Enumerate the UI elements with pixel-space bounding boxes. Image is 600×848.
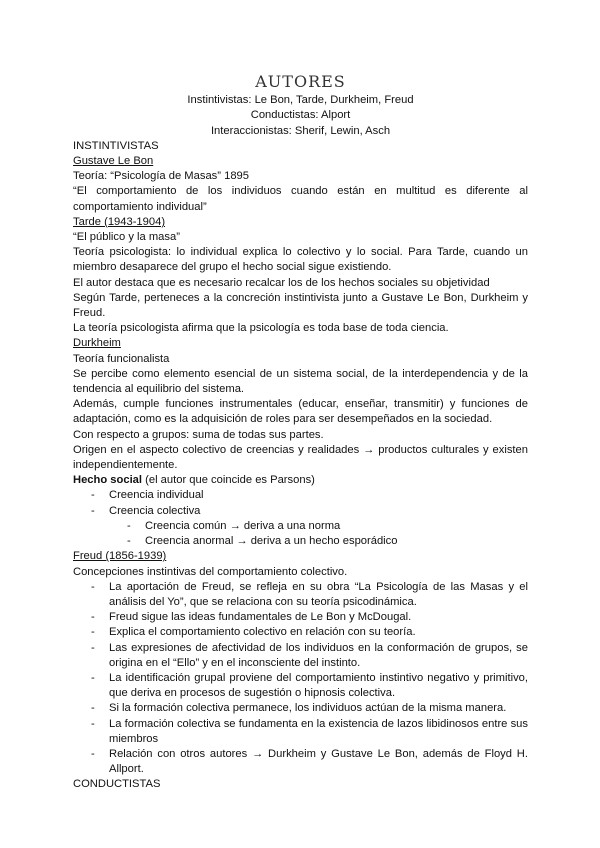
- le-bon-quote: “El comportamiento de los individuos cuando están en multitud es diferente al comportamiento individual”: [73, 185, 528, 213]
- list-item-text: Si la formación colectiva permanece, los individuos actúan de la misma manera.: [109, 702, 507, 715]
- list-item-text: La aportación de Freud, se refleja en su obra “La Psicología de las Masas y el análisis del Yo”, que se relaciona con su teoría psicodinámica.: [109, 580, 528, 608]
- tarde-book: “El público y la masa”: [73, 231, 180, 244]
- durkheim-paragraph-4: Origen en el aspecto colectivo de creencias y realidades → productos culturales y existen independientemente.: [73, 443, 528, 472]
- dash-bullet: -: [91, 641, 95, 654]
- hecho-social-bold: Hecho social: [73, 474, 143, 487]
- list-item: [73, 701, 528, 716]
- durkheim-paragraph-2: Además, cumple funciones instrumentales (educar, enseñar, transmitir) y funciones de adaptación, como es la adquisición de roles para ser desempeñados en la sociedad.: [73, 398, 528, 426]
- list-item-text: Creencia individual: [109, 489, 204, 502]
- list-item-text: Explica el comportamiento colectivo en relación con su teoría.: [109, 626, 416, 639]
- list-item: [73, 747, 528, 777]
- durkheim-teoria: Teoría funcionalista: [73, 352, 170, 365]
- list-item-text: Creencia anormal → deriva a un hecho esporádico: [145, 535, 398, 548]
- tarde-paragraph-3: Según Tarde, perteneces a la concreción instintivista junto a Gustave Le Bon, Durkheim y Freud.: [73, 291, 528, 320]
- durkheim-paragraph-1: Se percibe como elemento esencial de un sistema social, de la interdependencia y de la tendencia al equilibrio del sistema.: [73, 367, 528, 396]
- dash-bullet: -: [127, 519, 131, 532]
- heading-le-bon: Gustave Le Bon: [73, 155, 154, 168]
- list-item-text: Creencia colectiva: [109, 504, 201, 517]
- dash-bullet: -: [91, 626, 95, 639]
- sub-list-item: [73, 519, 528, 534]
- dash-bullet: -: [91, 611, 95, 624]
- durkheim-paragraph-3: Con respecto a grupos: suma de todas sus partes.: [73, 428, 324, 441]
- dash-bullet: -: [91, 747, 95, 760]
- list-item: [73, 488, 528, 503]
- tarde-paragraph-2: El autor destaca que es necesario recalcar los de los hechos sociales su objetividad: [73, 276, 490, 289]
- list-item-text: La identificación grupal proviene del comportamiento instintivo negativo y primitivo, que deriva en procesos de sugestión o hipnosis colectiva.: [109, 671, 528, 700]
- le-bon-teoria: Teoría: “Psicología de Masas” 1895: [73, 170, 249, 183]
- section-heading-instintivistas: INSTINTIVISTAS: [73, 139, 159, 152]
- freud-list: [73, 580, 528, 778]
- dash-bullet: -: [127, 535, 131, 548]
- dash-bullet: -: [91, 580, 95, 593]
- heading-tarde: Tarde (1943-1904): [73, 215, 166, 228]
- list-item-text: Creencia común → deriva a una norma: [145, 519, 341, 532]
- document-page: [73, 74, 528, 793]
- dash-bullet: -: [91, 717, 95, 730]
- list-item: [73, 671, 528, 701]
- list-item-text: Las expresiones de afectividad de los individuos en la conformación de grupos, se origina en el “Ello” y en el inconsciente del instinto.: [109, 641, 528, 669]
- list-item-text: Relación con otros autores → Durkheim y Gustave Le Bon, además de Floyd H. Allport.: [109, 747, 528, 776]
- tarde-paragraph-1: Teoría psicologista: lo individual explica lo colectivo y lo social. Para Tarde, cuando un miembro desaparece del grupo el hecho social sigue existiendo.: [73, 246, 528, 274]
- intro-line-interaccionistas: Interaccionistas: Sherif, Lewin, Asch: [210, 124, 391, 137]
- page-title: AUTORES: [255, 72, 346, 91]
- hecho-social-rest: (el autor que coincide es Parsons): [142, 474, 315, 487]
- tarde-paragraph-4: La teoría psicologista afirma que la psicología es toda base de toda ciencia.: [73, 322, 449, 335]
- list-item: [73, 717, 528, 747]
- intro-line-instintivistas: Instintivistas: Le Bon, Tarde, Durkheim, Freud: [187, 94, 414, 107]
- intro-line-conductistas: Conductistas: Alport: [250, 109, 351, 122]
- sub-list-item: [73, 534, 528, 549]
- list-item-text: La formación colectiva se fundamenta en la existencia de lazos libidinosos entre sus miembros: [109, 717, 528, 745]
- durkheim-list: [73, 488, 528, 549]
- list-item: [73, 580, 528, 610]
- dash-bullet: -: [91, 702, 95, 715]
- section-heading-conductistas: CONDUCTISTAS: [73, 778, 161, 791]
- list-item-text: Freud sigue las ideas fundamentales de Le Bon y McDougal.: [109, 611, 412, 624]
- dash-bullet: -: [91, 671, 95, 684]
- hecho-social-line: [73, 473, 528, 488]
- freud-intro: Concepciones instintivas del comportamiento colectivo.: [73, 565, 348, 578]
- list-item: [73, 504, 528, 519]
- list-item: [73, 610, 528, 625]
- dash-bullet: -: [91, 489, 95, 502]
- dash-bullet: -: [91, 504, 95, 517]
- list-item: [73, 641, 528, 671]
- heading-durkheim: Durkheim: [73, 337, 121, 350]
- list-item: [73, 625, 528, 640]
- heading-freud: Freud (1856-1939): [73, 550, 167, 563]
